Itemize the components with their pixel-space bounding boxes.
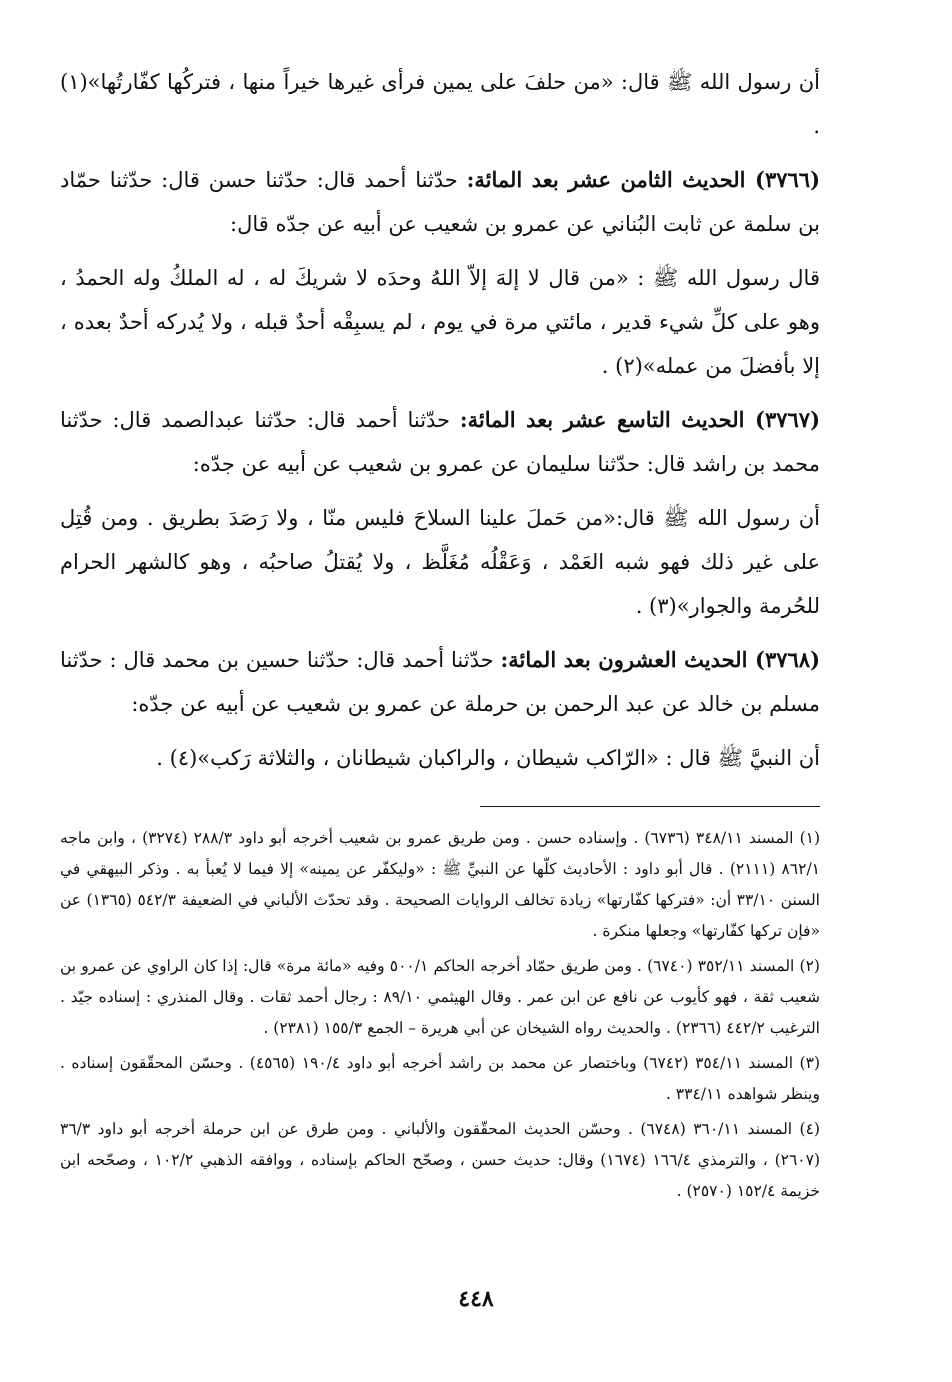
footnote-2: (٢) المسند ٣٥٢/١١ (٦٧٤٠) . ومن طريق حمّاد أخرجه الحاكم ٥٠٠/١ وفيه «مائة مرة» قال: إذا كان الراوي عن عمرو بن شعيب ثقة ، فهو كأيوب عن نافع عن ابن عمر . وقال الهيثمي ٨٩/١٠ : رجال أحمد ثقات . وقال المنذري : إسناده جيّد . الترغيب ٤٤٢/٢ (٢٣٦٦) . والحديث رواه الشيخان عن أبي هريرة – الجمع ١٥٥/٣ (٢٣٨١) .: [60, 957, 820, 1037]
page-number: ٤٤٨: [458, 1286, 494, 1312]
book-page: [60, 60, 820, 1211]
matn-3767: أن رسول الله ﷺ قال:«من حَملَ علينا السلاحَ فليس منّا ، ولا رَصَدَ بطريق . ومن قُتِل على غير ذلك فهو شبه العَمْد ، وَعَقْلُه مُغَلَّظ ، ولا يُقتلُ صاحبُه ، وهو كالشهر الحرام للحُرمة والجوار»(٣) .: [60, 506, 820, 618]
isnad-3767: حدّثنا أحمد قال: حدّثنا عبدالصمد قال: حدّثنا محمد بن راشد قال: حدّثنا سليمان عن عمرو بن شعيب عن أبيه عن جدّه:: [60, 408, 820, 476]
paragraph-1: أن رسول الله ﷺ قال: «من حلفَ على يمين فرأى غيرها خيراً منها ، فتركُها كفّارتُها»(١) .: [60, 70, 820, 138]
footnote-1: (١) المسند ٣٤٨/١١ (٦٧٣٦) . وإسناده حسن . ومن طريق عمرو بن شعيب أخرجه أبو داود ٢٨٨/٣ (٣٢٧٤) ، وابن ماجه ٨٦٢/١ (٢١١١) . قال أبو داود : الأحاديث كلّها عن النبيِّ ﷺ : «وليكفّر عن يمينه» إلا فيما لا يُعبأ به . وذكر البيهقي في السنن ٣٣/١٠ أن: «فتركها كفّارتها» زيادة تخالف الروايات الصحيحة . وقد تحدّث الألباني في الضعيفة ٥٤٢/٣ (١٣٦٥) عن «فإن تركها كفّارتها» وجعلها منكرة .: [60, 829, 821, 940]
main-text: [60, 60, 820, 780]
matn-3766: قال رسول الله ﷺ : «من قال لا إلهَ إلاّ اللهُ وحدَه لا شريكَ له ، له الملكُ وله الحمدُ ، وهو على كلِّ شيء قدير ، مائتي مرة في يوم ، لم يسبِقْه أحدٌ قبله ، ولا يُدركه أحدٌ بعده ، إلا بأفضلَ من عمله»(٢) .: [60, 266, 820, 378]
matn-3768: أن النبيَّ ﷺ قال : «الرّاكب شيطان ، والراكبان شيطانان ، والثلاثة رَكب»(٤) .: [156, 746, 820, 770]
hadith-heading-3768: (٣٧٦٨) الحديث العشرون بعد المائة:: [500, 647, 820, 672]
hadith-heading-3766: (٣٧٦٦) الحديث الثامن عشر بعد المائة:: [466, 167, 820, 192]
isnad-3766: حدّثنا أحمد قال: حدّثنا حسن قال: حدّثنا حمّاد بن سلمة عن ثابت البُناني عن عمرو بن شعيب عن أبيه عن جدّه قال:: [60, 168, 820, 236]
hadith-3767: [60, 398, 820, 486]
footnotes: [60, 823, 820, 1207]
hadith-3768: [60, 638, 820, 726]
hadith-3766: [60, 158, 820, 246]
footnote-4: (٤) المسند ٣٦٠/١١ (٦٧٤٨) . وحسّن الحديث المحقّقون والألباني . ومن طرق عن ابن حرملة أخرجه أبو داود ٣٦/٣ (٢٦٠٧) ، والترمذي ١٦٦/٤ (١٦٧٤) وقال: حديث حسن ، وصحّح الحاكم بإسناده ، ووافقه الذهبي ١٠٢/٢ ، وصحّحه ابن خزيمة ١٥٢/٤ (٢٥٧٠) .: [60, 1120, 820, 1200]
footnote-3: (٣) المسند ٣٥٤/١١ (٦٧٤٢) وباختصار عن محمد بن راشد أخرجه أبو داود ١٩٠/٤ (٤٥٦٥) . وحسّن المحقّقون إسناده . وينظر شواهده ٣٣٤/١١ .: [60, 1054, 820, 1103]
isnad-3768: حدّثنا أحمد قال: حدّثنا حسين بن محمد قال : حدّثنا مسلم بن خالد عن عبد الرحمن بن حرملة عن عمرو بن شعيب عن أبيه عن جدّه:: [60, 648, 820, 716]
footnote-divider: [480, 806, 820, 807]
hadith-heading-3767: (٣٧٦٧) الحديث التاسع عشر بعد المائة:: [459, 407, 820, 432]
